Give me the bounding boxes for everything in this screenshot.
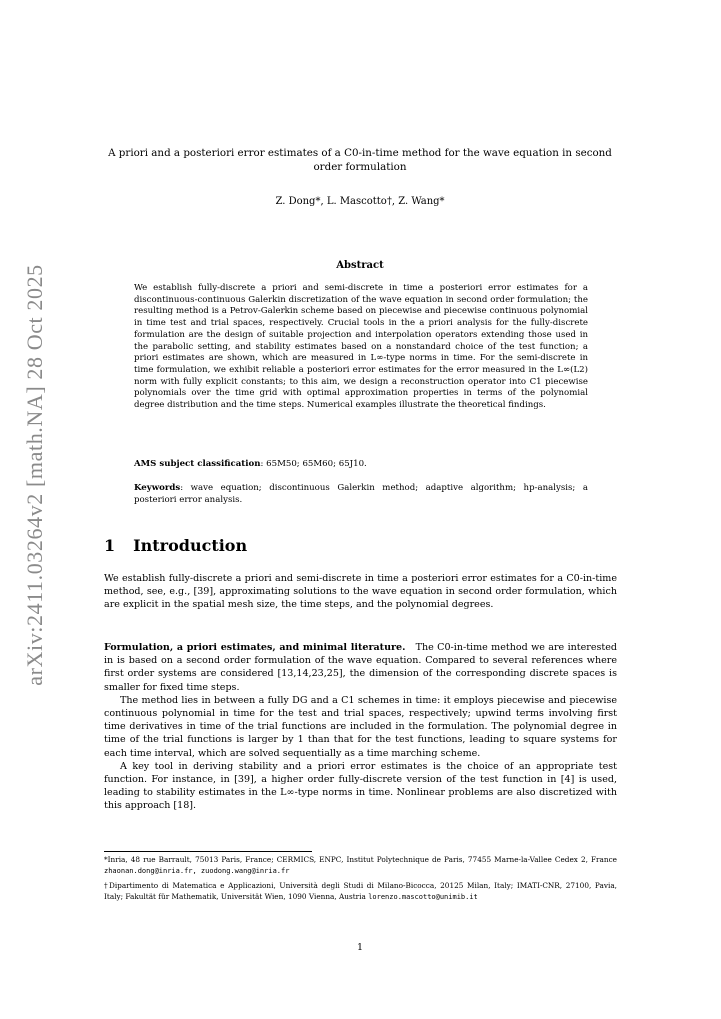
section-title: Introduction [133,536,248,555]
author-list: Z. Dong*, L. Mascotto†, Z. Wang* [275,196,445,207]
keywords-value: : wave equation; discontinuous Galerkin method; adaptive algorithm; hp-analysis; a posteriori error analysis. [134,483,588,505]
ams-classification [134,459,588,471]
footnote-2 [104,881,617,902]
keywords-label: Keywords [134,483,181,493]
abstract-heading: Abstract [336,260,384,271]
intro-paragraph [104,572,617,612]
footnote-1-text: *Inria, 48 rue Barrault, 75013 Paris, France; CERMICS, ENPC, Institut Polytechnique de Paris, 77455 Marne-la-Vallee Cedex 2, France [104,855,617,864]
footnote-2-email[interactable]: lorenzo.mascotto@unimib.it [368,892,478,901]
paragraph-3: A key tool in deriving stability and a priori error estimates is the choice of an appropriate test function. For instance, in [39], a higher order fully-discrete version of the test function in [4] is used, leading to stability estimates in the L∞-type norms in time. Nonlinear problems are also discretized with this approach [18]. [104,760,617,812]
ams-label: AMS subject classification [134,459,261,469]
paragraph-2: The method lies in between a fully DG and a C1 schemes in time: it employs piecewise and piecewise continuous polynomial in time for the test and trial spaces, respectively; upwind terms involving first time derivatives in time of the trial functions are included in the formulation. The polynomial degree in time of the trial functions is larger by 1 than that for the test functions, leading to square systems for each time interval, which are solved sequentially as a time marching scheme. [104,694,617,759]
paragraph-heading: Formulation, a priori estimates, and minimal literature. [104,642,406,653]
paragraph-1-text: The C0-in-time method we are interested in is based on a second order formulation of the wave equation. Compared to several references where first order systems are considered [13,14,23,25], the dimension of the corresponding discrete spaces is smaller for fixed time steps. [104,642,617,693]
section-heading [104,536,265,555]
paragraph-1 [104,641,617,694]
keywords [134,483,588,506]
footnote-1-email[interactable]: zhaonan.dong@inria.fr, zuodong.wang@inria.fr [104,866,290,875]
intro-text: We establish fully-discrete a priori and semi-discrete in time a posteriori error estimates for a C0-in-time method, see, e.g., [39], approximating solutions to the wave equation in second order formulation, which are explicit in the spatial mesh size, the time steps, and the polynomial degrees. [104,573,617,611]
abstract-text: We establish fully-discrete a priori and semi-discrete in time a posteriori error estimates for a discontinuous-continuous Galerkin discretization of the wave equation in second order formulation; the resulting method is a Petrov-Galerkin scheme based on piecewise and piecewise continuous polynomial in time test and trial spaces, respectively. Crucial tools in the a priori analysis for the fully-discrete formulation are the design of suitable projection and interpolation operators extending those used in the parabolic setting, and stability estimates based on a nonstandard choice of the test function; a priori estimates are shown, which are measured in L∞-type norms in time. For the semi-discrete in time formulation, we exhibit reliable a posteriori error estimates for the error measured in the L∞(L2) norm with fully explicit constants; to this aim, we design a reconstruction operator into C1 piecewise polynomials over the time grid with optimal approximation properties in terms of the polynomial degree distribution and the time steps. Numerical examples illustrate the theoretical findings. [134,283,588,411]
ams-value: : 65M50; 65M60; 65J10. [260,459,367,469]
formulation-section [104,641,617,813]
arxiv-identifier: arXiv:2411.03264v2 [math.NA] 28 Oct 2025 [22,264,47,686]
paper-title: A priori and a posteriori error estimates of a C0-in-time method for the wave equation in second order formulation [108,147,612,173]
page-number: 1 [356,942,364,953]
footnote-2-text: †Dipartimento di Matematica e Applicazioni, Università degli Studi di Milano-Bicocca, 20125 Milan, Italy; IMATI-CNR, 27100, Pavia, Italy; Fakultät für Mathematik, Universität Wien, 1090 Vienna, Austria [104,881,617,901]
footnote-1 [104,855,617,876]
section-number: 1 [104,536,116,555]
footnote-rule [104,851,312,852]
